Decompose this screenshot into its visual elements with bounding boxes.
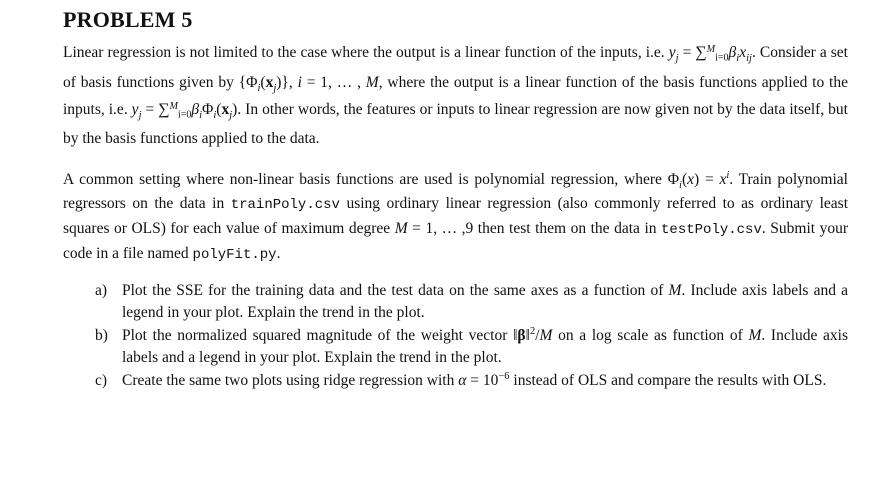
- poly-text-4: then test them on the data in: [473, 220, 662, 237]
- problem-document: [63, 6, 848, 393]
- task-b: b) Plot the normalized squared magnitude of the weight vector ‖β‖$^2$/M on a log scale as function of M. Include axis labels and a legend in your plot. Explain the trend in the plot.: [95, 325, 849, 366]
- task-marker: c): [95, 372, 108, 389]
- intro-paragraph: [63, 38, 848, 151]
- task-a: a) Plot the SSE for the training data and the test data on the same axes as a function of M. Include axis labels and a legend in your plot. Explain the trend in the plot.: [95, 282, 849, 321]
- intro-text-2: Consider a set of basis functions given by: [63, 44, 848, 91]
- weight-norm-expression: ‖β‖$^2$/M: [513, 325, 553, 344]
- poly-text-3: using ordinary linear regression (also commonly referred to as ordinary least squares or OLS) for each value of maximum degree: [63, 195, 848, 237]
- task-marker: b): [95, 327, 108, 344]
- intro-text-1: Linear regression is not limited to the case where the output is a linear function of the inputs, i.e.: [63, 44, 669, 61]
- poly-text-5: . Submit your code in a file named: [63, 220, 848, 262]
- poly-basis-equation: $\Phi_i(x) = x^i$.: [667, 169, 734, 192]
- poly-text-1: A common setting where non-linear basis functions are used is polynomial regression, where: [63, 171, 668, 188]
- polynomial-paragraph: [63, 168, 848, 267]
- problem-title: PROBLEM 5: [63, 7, 193, 32]
- linear-equation: $y_j = \sum^M_{i=0}\beta_ix_{ij}$.: [668, 44, 756, 65]
- intro-text-3: , where the output is a linear function of the basis functions applied to the inputs, i.e.: [63, 73, 848, 118]
- max-degree-symbol: M: [394, 220, 408, 237]
- task-marker: a): [95, 282, 108, 299]
- task-list: [63, 280, 848, 392]
- code-file-name: polyFit.py: [192, 247, 277, 263]
- poly-text-6: .: [276, 245, 281, 262]
- degree-range: = 1, … ,9: [407, 220, 474, 237]
- task-c: c) Create the same two plots using ridge regression with $\alpha = 10^{-6}$ instead of OLS and compare the results with OLS.: [95, 370, 848, 392]
- basis-output-equation: $y_j = \sum^M_{i=0}\beta_i\Phi_i(x_j)$: [131, 100, 238, 121]
- basis-set-equation: $\{\Phi_i(x_j)\}$, i = 1, … , M: [238, 73, 379, 94]
- test-file-name: testPoly.csv: [661, 222, 762, 238]
- train-file-name: trainPoly.csv: [230, 197, 340, 213]
- poly-text-2: Train polynomial regressors on the data in: [63, 171, 848, 212]
- intro-text-4: . In other words, the features or inputs to linear regression are now given not by the data itself, but by the basis functions applied to the data.: [63, 100, 848, 147]
- ridge-alpha-expression: $\alpha = 10^{-6}$: [458, 370, 510, 389]
